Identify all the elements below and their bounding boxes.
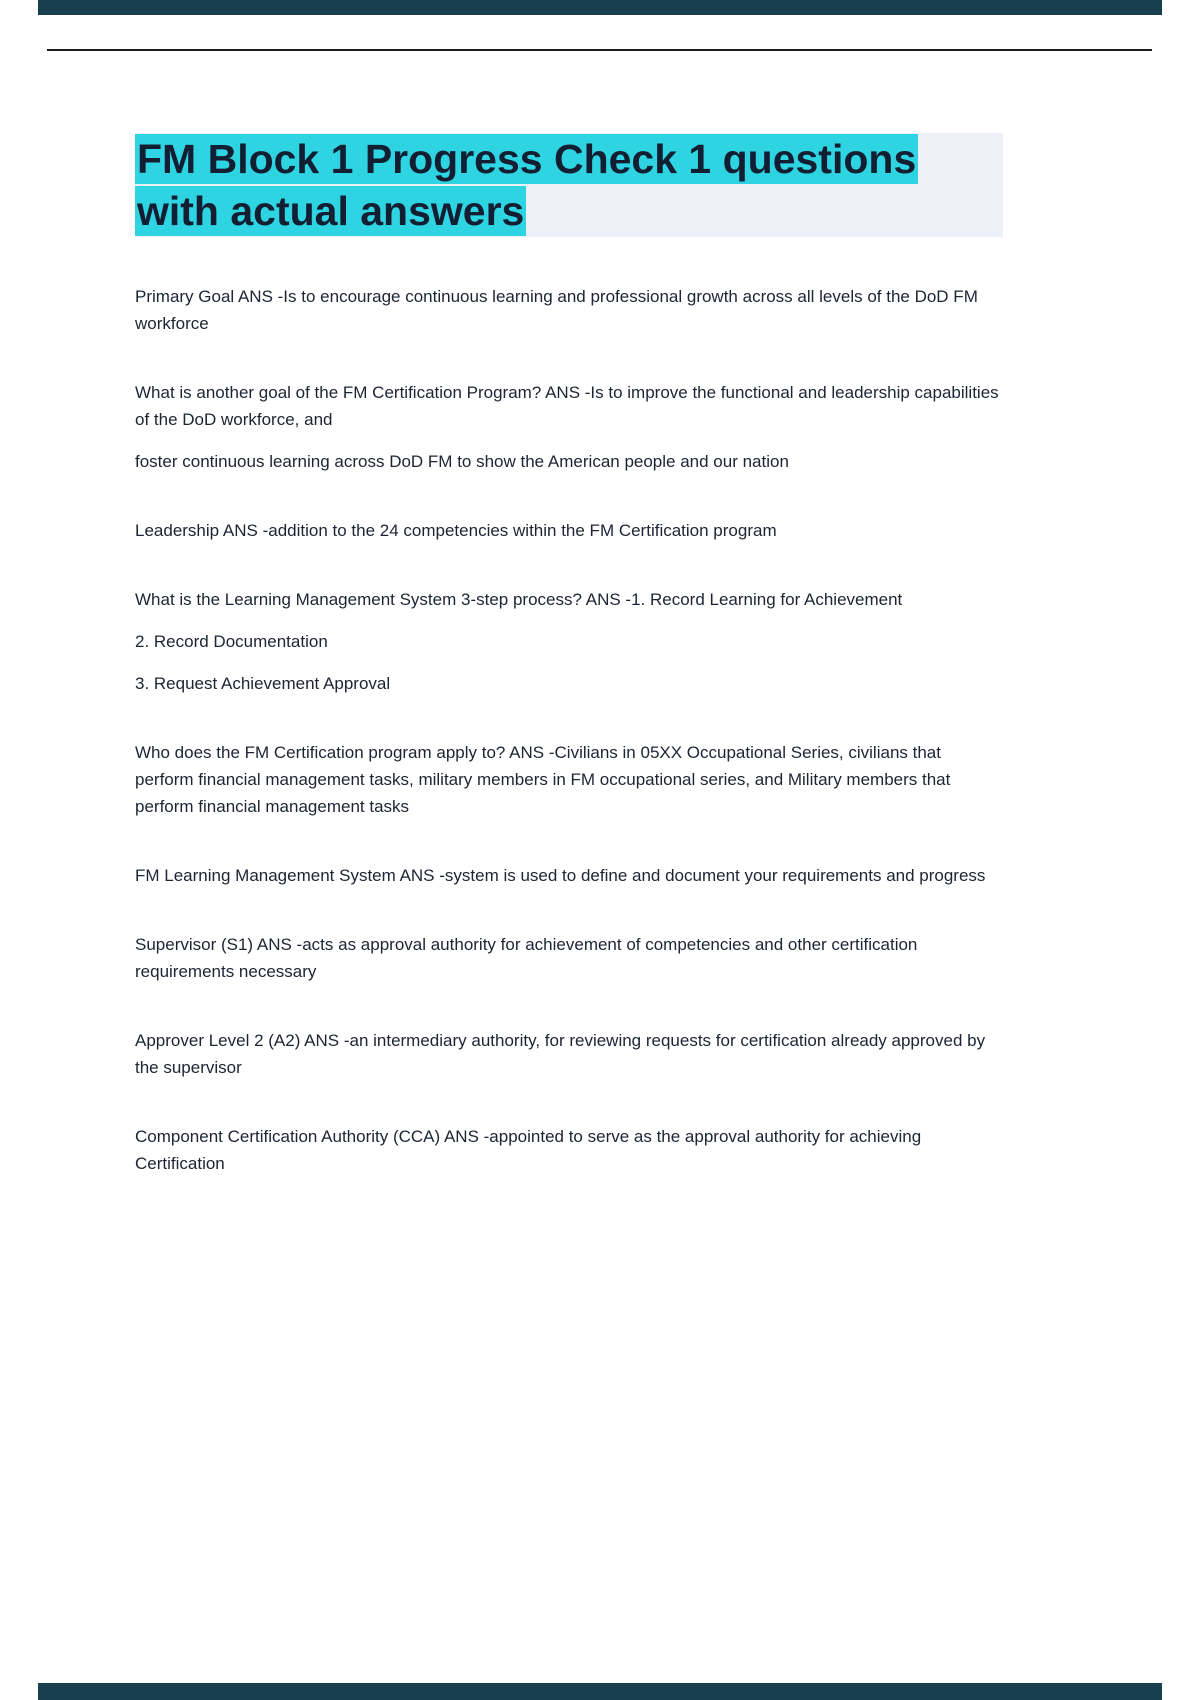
qa-paragraph: Who does the FM Certification program apply to? ANS -Civilians in 05XX Occupational Series, civilians that perform financial management tasks, military members in FM occupational series, and Military members that perform financial management tasks [135,743,951,816]
qa-paragraph: Primary Goal ANS -Is to encourage continuous learning and professional growth across all levels of the DoD FM workforce [135,287,978,333]
qa-paragraph: foster continuous learning across DoD FM to show the American people and our nation [135,452,789,471]
qa-block [135,739,1003,820]
page-title-line-1 [135,133,1003,185]
qa-paragraph: Component Certification Authority (CCA) ANS -appointed to serve as the approval authority for achieving Certification [135,1127,922,1173]
qa-block [135,379,1003,475]
document-page [135,133,1003,1219]
qa-paragraph: What is another goal of the FM Certification Program? ANS -Is to improve the functional and leadership capabilities of the DoD workforce, and [135,383,999,429]
bottom-accent-bar [38,1683,1162,1700]
qa-paragraph: What is the Learning Management System 3-step process? ANS -1. Record Learning for Achievement [135,590,903,609]
qa-block [135,586,1003,697]
qa-block [135,283,1003,337]
top-accent-bar [38,0,1162,15]
qa-paragraph: Leadership ANS -addition to the 24 competencies within the FM Certification program [135,521,777,540]
qa-paragraph: Supervisor (S1) ANS -acts as approval authority for achievement of competencies and other certification requirements necessary [135,935,918,981]
qa-list [135,283,1003,1177]
qa-block [135,1123,1003,1177]
title-highlight: with actual answers [137,188,525,234]
header-divider-line [47,49,1152,51]
qa-paragraph: 2. Record Documentation [135,632,328,651]
page-title-line-2 [135,185,1003,237]
qa-block [135,1027,1003,1081]
qa-paragraph: FM Learning Management System ANS -system is used to define and document your requirements and progress [135,866,986,885]
title-highlight: FM Block 1 Progress Check 1 questions [137,136,917,182]
qa-paragraph: Approver Level 2 (A2) ANS -an intermediary authority, for reviewing requests for certification already approved by the supervisor [135,1031,986,1077]
qa-block [135,862,1003,889]
qa-block [135,931,1003,985]
qa-paragraph: 3. Request Achievement Approval [135,674,391,693]
qa-block [135,517,1003,544]
page-title [135,133,1003,237]
